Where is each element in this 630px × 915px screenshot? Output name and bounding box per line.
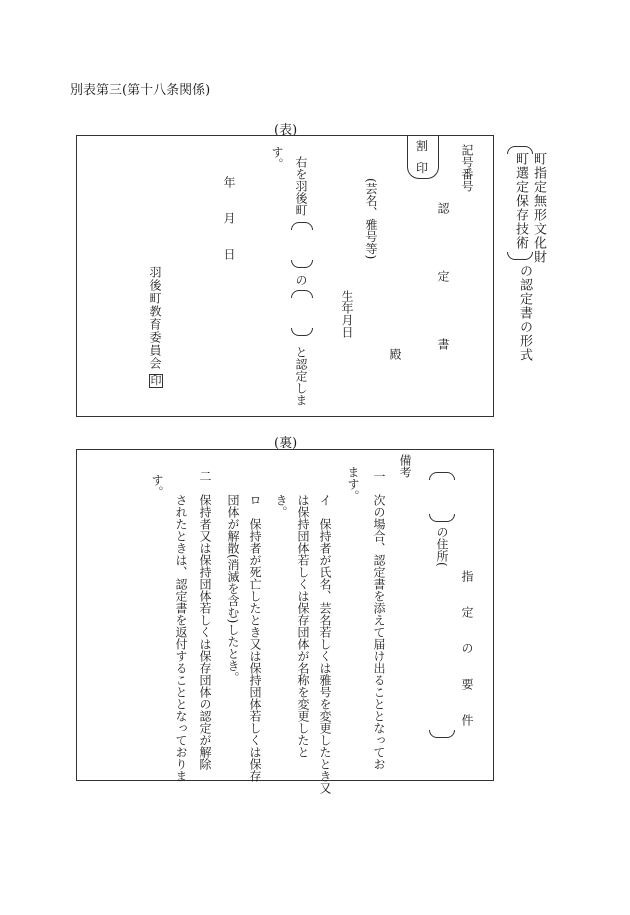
item-2-line-2: されたときは、認定書を返付することとなっておりま: [174, 494, 188, 782]
certificate-title: 認 定 書: [436, 202, 450, 372]
bracket-top-2: [291, 290, 313, 298]
address-bracket-top: [429, 472, 455, 480]
certification-text-of: の: [294, 274, 308, 286]
item-1-line-2: ます。: [346, 466, 360, 502]
date-year: 年: [222, 176, 236, 188]
issuer-name: 羽後町教育委員会: [148, 266, 162, 370]
item-i-line-2: は保持団体若しくは保存団体が名称を変更したと: [296, 494, 310, 758]
requirements-title: 指 定 の 要 件: [460, 570, 474, 732]
stage-name-label: (芸名、雅号等): [364, 178, 378, 260]
item-ro-marker: ロ: [248, 494, 262, 506]
item-2-line-3: す。: [150, 474, 164, 498]
address-bracket-bottom: [429, 514, 455, 522]
item-1-line-1: 次の場合、認定書を添えて届け出ることとなってお: [372, 494, 386, 770]
honorific: 殿: [388, 348, 402, 360]
split-seal-label: 割: [416, 139, 429, 153]
front-label: (表): [274, 123, 298, 138]
bracket-bottom-1: [291, 260, 313, 268]
certification-text-start: 右を羽後町: [294, 156, 308, 216]
front-panel: [76, 135, 494, 417]
item-ro-line-2: 団体が解散(消滅を含む)したとき。: [226, 494, 240, 684]
back-panel: [76, 449, 494, 794]
bracket-top-1: [291, 222, 313, 230]
item-2-marker: 二: [198, 470, 212, 482]
title-line-1: 町選定保存技術: [513, 152, 528, 250]
item-i-line-3: き。: [274, 494, 288, 518]
split-seal-mark: 印: [416, 161, 429, 175]
date-month: 月: [222, 212, 236, 224]
birth-date-label: 生年月日: [340, 290, 354, 338]
issuer-seal: 印: [150, 374, 162, 387]
item-i-line-1: 保持者が氏名、芸名若しくは雅号を変更したとき又: [318, 518, 332, 794]
address-label: の住所(: [435, 526, 449, 567]
item-ro-line-1: 保持者が死亡したとき又は保持団体若しくは保存: [248, 518, 262, 782]
table-caption: 別表第三(第十八条関係): [70, 83, 211, 98]
date-day: 日: [222, 248, 236, 260]
certification-text-end: と認定しま: [294, 346, 308, 406]
title-line-2: 町指定無形文化財: [531, 152, 546, 264]
address-bracket-close: [429, 730, 455, 738]
title-suffix: の認定書の形式: [517, 264, 532, 362]
remarks-title: 備考: [398, 454, 412, 478]
item-i-marker: イ: [318, 494, 332, 506]
record-number: 記号番号: [460, 144, 474, 192]
item-1-marker: 一: [372, 470, 386, 482]
title-bracket-bottom: [507, 252, 533, 260]
certification-text-tail: す。: [270, 146, 284, 170]
item-2-line-1: 保持者又は保持団体若しくは保存団体の認定が解除: [198, 494, 212, 770]
back-label: (裏): [274, 436, 298, 451]
bracket-bottom-2: [291, 328, 313, 336]
